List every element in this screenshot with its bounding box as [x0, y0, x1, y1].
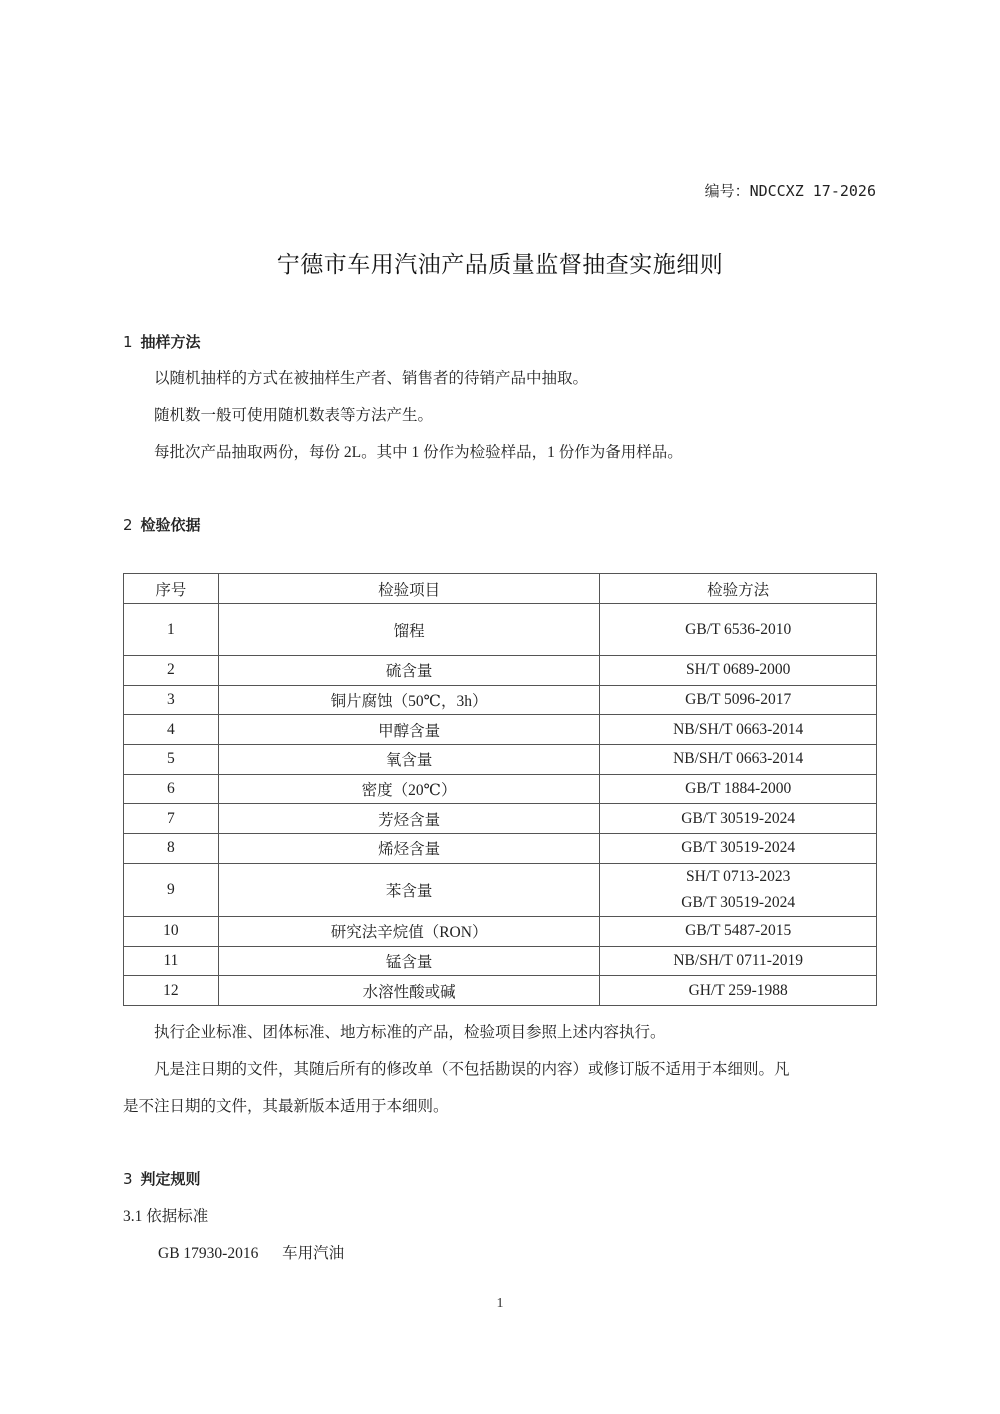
row-no: 1: [124, 604, 219, 656]
section-1-heading: [123, 331, 201, 352]
page-number: 1: [496, 1296, 504, 1311]
row-method: NB/SH/T 0663-2014: [600, 715, 877, 745]
row-item: 芳烃含量: [218, 804, 599, 834]
table-header-row: [124, 574, 877, 604]
row-method: GB/T 5096-2017: [600, 685, 877, 715]
row-item: 馏程: [218, 604, 599, 656]
row-item: 苯含量: [218, 863, 599, 916]
row-item: 研究法辛烷值（RON）: [218, 916, 599, 946]
row-item: 锰含量: [218, 946, 599, 976]
paragraph: 随机数一般可使用随机数表等方法产生。: [154, 407, 434, 424]
row-method: NB/SH/T 0711-2019: [600, 946, 877, 976]
row-method-cell: [600, 863, 877, 916]
section-number: 2: [123, 516, 133, 534]
table-row: [124, 916, 877, 946]
section-number: 1: [123, 333, 133, 351]
row-no: 7: [124, 804, 219, 834]
row-method: GB/T 30519-2024: [600, 804, 877, 834]
row-no: 5: [124, 745, 219, 775]
subsection-title: 依据标准: [146, 1208, 209, 1225]
section-number: 3: [123, 1170, 133, 1188]
table-row: [124, 834, 877, 864]
row-item: 铜片腐蚀（50℃，3h）: [218, 685, 599, 715]
section-title: 抽样方法: [140, 333, 201, 351]
table-row: [124, 863, 877, 916]
row-no: 8: [124, 834, 219, 864]
inspection-table: [123, 573, 877, 1006]
row-no: 10: [124, 916, 219, 946]
row-method: GH/T 259-1988: [600, 976, 877, 1006]
row-item: 水溶性酸或碱: [218, 976, 599, 1006]
paragraph: 执行企业标准、团体标准、地方标准的产品，检验项目参照上述内容执行。: [154, 1024, 666, 1041]
row-no: 11: [124, 946, 219, 976]
row-item: 氧含量: [218, 745, 599, 775]
row-no: 9: [124, 863, 219, 916]
section-title: 判定规则: [140, 1170, 201, 1188]
table-row: [124, 604, 877, 656]
document-title: 宁德市车用汽油产品质量监督抽查实施细则: [276, 252, 724, 278]
row-no: 3: [124, 685, 219, 715]
header-item: 检验项目: [218, 574, 599, 604]
section-3-heading: [123, 1168, 201, 1189]
row-no: 2: [124, 656, 219, 686]
header-no: 序号: [124, 574, 219, 604]
row-method: GB/T 1884-2000: [600, 774, 877, 804]
paragraph: 是不注日期的文件，其最新版本适用于本细则。: [123, 1098, 449, 1115]
row-method: SH/T 0713-2023: [685, 867, 791, 885]
row-no: 6: [124, 774, 219, 804]
subsection-3-1-heading: [123, 1204, 208, 1226]
section-2-heading: [123, 514, 201, 535]
table-row: [124, 656, 877, 686]
subsection-number: 3.1: [123, 1208, 143, 1225]
row-item: 烯烃含量: [218, 834, 599, 864]
table-row: [124, 774, 877, 804]
table-row: [124, 745, 877, 775]
row-method: GB/T 6536-2010: [600, 604, 877, 656]
row-no: 12: [124, 976, 219, 1006]
row-item: 甲醇含量: [218, 715, 599, 745]
row-method: SH/T 0689-2000: [600, 656, 877, 686]
table-row: [124, 715, 877, 745]
row-no: 4: [124, 715, 219, 745]
document-number: 编号：NDCCXZ 17-2026: [704, 182, 876, 200]
row-method: GB/T 30519-2024: [681, 893, 796, 911]
header-method: 检验方法: [600, 574, 877, 604]
table-row: [124, 976, 877, 1006]
row-method: GB/T 5487-2015: [600, 916, 877, 946]
reference-standard: [158, 1241, 344, 1263]
standard-name: 车用汽油: [282, 1245, 345, 1262]
row-method: NB/SH/T 0663-2014: [600, 745, 877, 775]
table-row: [124, 946, 877, 976]
table-row: [124, 685, 877, 715]
row-method: GB/T 30519-2024: [600, 834, 877, 864]
paragraph: 每批次产品抽取两份，每份 2L。其中 1 份作为检验样品，1 份作为备用样品。: [154, 444, 683, 461]
table-row: [124, 804, 877, 834]
section-title: 检验依据: [140, 516, 201, 534]
row-item: 密度（20℃）: [218, 774, 599, 804]
standard-code: GB 17930-2016: [158, 1245, 259, 1262]
row-item: 硫含量: [218, 656, 599, 686]
paragraph: 以随机抽样的方式在被抽样生产者、销售者的待销产品中抽取。: [154, 370, 589, 387]
paragraph: 凡是注日期的文件，其随后所有的修改单（不包括勘误的内容）或修订版不适用于本细则。凡: [154, 1061, 790, 1078]
